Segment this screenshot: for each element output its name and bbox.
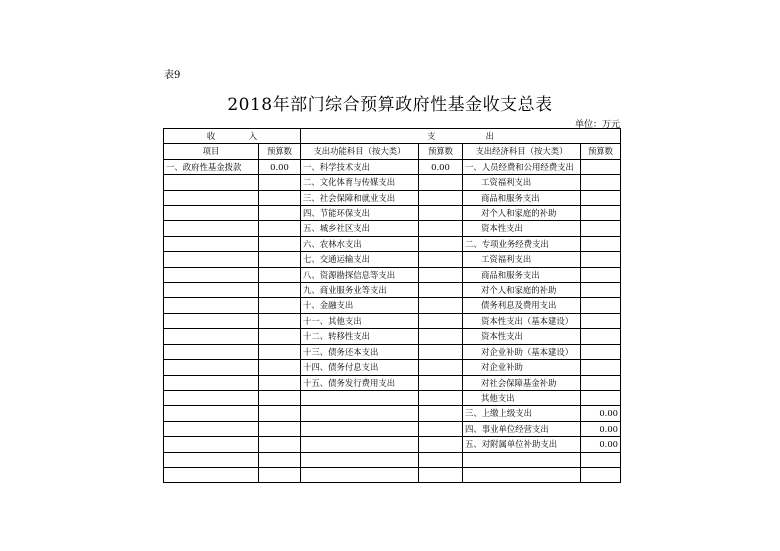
econ-subject-cell: 资本性支出（基本建设） — [463, 313, 581, 328]
income-item-cell — [164, 236, 259, 251]
func-budget-cell — [419, 329, 463, 344]
budget-table — [163, 128, 621, 483]
econ-subject-cell: 资本性支出 — [463, 221, 581, 236]
func-subject-cell: 十三、债务还本支出 — [301, 344, 419, 359]
table-row — [164, 236, 621, 251]
col-func-header: 支出功能科目（按大类） — [301, 144, 419, 159]
income-item-cell — [164, 406, 259, 421]
income-budget-cell — [259, 236, 301, 251]
income-budget-cell — [259, 313, 301, 328]
econ-subject-cell: 一、人员经费和公用经费支出 — [463, 159, 581, 174]
col-budget-header: 预算数 — [419, 144, 463, 159]
func-subject-cell: 三、社会保障和就业支出 — [301, 190, 419, 205]
func-budget-cell — [419, 221, 463, 236]
econ-budget-cell — [581, 175, 621, 190]
econ-subject-cell: 对社会保障基金补助 — [463, 375, 581, 390]
econ-budget-cell — [581, 236, 621, 251]
income-budget-cell: 0.00 — [259, 159, 301, 174]
func-subject-cell: 十、金融支出 — [301, 298, 419, 313]
income-item-cell: 一、政府性基金拨款 — [164, 159, 259, 174]
income-item-cell — [164, 360, 259, 375]
econ-subject-cell: 其他支出 — [463, 390, 581, 405]
income-item-cell — [164, 175, 259, 190]
income-item-cell — [164, 329, 259, 344]
income-item-cell — [164, 313, 259, 328]
func-budget-cell — [419, 467, 463, 482]
econ-subject-cell: 工资福利支出 — [463, 252, 581, 267]
func-budget-cell — [419, 375, 463, 390]
income-item-cell — [164, 252, 259, 267]
func-budget-cell — [419, 452, 463, 467]
func-subject-cell: 八、资源勘探信息等支出 — [301, 267, 419, 282]
econ-subject-cell: 商品和服务支出 — [463, 267, 581, 282]
econ-budget-cell — [581, 344, 621, 359]
func-subject-cell — [301, 406, 419, 421]
econ-subject-cell: 五、对附属单位补助支出 — [463, 437, 581, 452]
table-row — [164, 344, 621, 359]
econ-subject-cell: 三、上缴上级支出 — [463, 406, 581, 421]
table-body — [164, 159, 621, 483]
econ-budget-cell — [581, 190, 621, 205]
func-budget-cell — [419, 390, 463, 405]
econ-subject-cell: 对个人和家庭的补助 — [463, 283, 581, 298]
col-item-header: 项目 — [164, 144, 259, 159]
income-budget-cell — [259, 344, 301, 359]
income-budget-cell — [259, 390, 301, 405]
econ-budget-cell — [581, 159, 621, 174]
table-row — [164, 329, 621, 344]
income-item-cell — [164, 221, 259, 236]
income-budget-cell — [259, 175, 301, 190]
econ-subject-cell: 债务利息及费用支出 — [463, 298, 581, 313]
func-budget-cell — [419, 421, 463, 436]
econ-subject-cell: 工资福利支出 — [463, 175, 581, 190]
func-subject-cell — [301, 390, 419, 405]
table-row — [164, 159, 621, 174]
table-row — [164, 252, 621, 267]
func-budget-cell — [419, 252, 463, 267]
page-title: 2018年部门综合预算政府性基金收支总表 — [227, 95, 553, 115]
econ-budget-cell: 0.00 — [581, 437, 621, 452]
econ-subject-cell: 四、事业单位经营支出 — [463, 421, 581, 436]
table-row — [164, 190, 621, 205]
income-budget-cell — [259, 375, 301, 390]
func-budget-cell — [419, 175, 463, 190]
table-row — [164, 175, 621, 190]
income-item-cell — [164, 206, 259, 221]
func-subject-cell: 十四、债务付息支出 — [301, 360, 419, 375]
func-subject-cell: 一、科学技术支出 — [301, 159, 419, 174]
econ-subject-cell: 对个人和家庭的补助 — [463, 206, 581, 221]
econ-budget-cell: 0.00 — [581, 421, 621, 436]
income-budget-cell — [259, 406, 301, 421]
func-subject-cell — [301, 437, 419, 452]
func-budget-cell — [419, 406, 463, 421]
func-subject-cell: 六、农林水支出 — [301, 236, 419, 251]
income-budget-cell — [259, 437, 301, 452]
func-budget-cell — [419, 206, 463, 221]
table-row — [164, 206, 621, 221]
func-subject-cell: 十二、转移性支出 — [301, 329, 419, 344]
func-subject-cell — [301, 421, 419, 436]
func-subject-cell: 九、商业服务业等支出 — [301, 283, 419, 298]
econ-budget-cell — [581, 221, 621, 236]
func-budget-cell — [419, 313, 463, 328]
econ-subject-cell — [463, 467, 581, 482]
table-row — [164, 267, 621, 282]
income-budget-cell — [259, 298, 301, 313]
econ-subject-cell: 资本性支出 — [463, 329, 581, 344]
func-subject-cell — [301, 452, 419, 467]
func-budget-cell — [419, 360, 463, 375]
income-item-cell — [164, 437, 259, 452]
income-budget-cell — [259, 360, 301, 375]
econ-subject-cell: 商品和服务支出 — [463, 190, 581, 205]
econ-budget-cell — [581, 267, 621, 282]
income-budget-cell — [259, 452, 301, 467]
income-budget-cell — [259, 252, 301, 267]
income-budget-cell — [259, 421, 301, 436]
func-budget-cell — [419, 283, 463, 298]
func-subject-cell — [301, 467, 419, 482]
table-row — [164, 406, 621, 421]
income-budget-cell — [259, 467, 301, 482]
income-item-cell — [164, 298, 259, 313]
income-item-cell — [164, 267, 259, 282]
func-budget-cell — [419, 437, 463, 452]
income-budget-cell — [259, 190, 301, 205]
income-header: 收 入 — [164, 129, 301, 144]
econ-subject-cell: 二、专项业务经费支出 — [463, 236, 581, 251]
econ-budget-cell — [581, 452, 621, 467]
table-row — [164, 313, 621, 328]
econ-budget-cell — [581, 467, 621, 482]
func-subject-cell: 十五、债务发行费用支出 — [301, 375, 419, 390]
econ-subject-cell — [463, 452, 581, 467]
func-subject-cell: 二、文化体育与传媒支出 — [301, 175, 419, 190]
income-budget-cell — [259, 221, 301, 236]
income-item-cell — [164, 283, 259, 298]
func-budget-cell — [419, 298, 463, 313]
income-budget-cell — [259, 206, 301, 221]
func-budget-cell — [419, 344, 463, 359]
income-item-cell — [164, 375, 259, 390]
income-item-cell — [164, 421, 259, 436]
expense-header: 支 出 — [301, 129, 621, 144]
func-subject-cell: 七、交通运输支出 — [301, 252, 419, 267]
econ-budget-cell — [581, 329, 621, 344]
group-header-row — [164, 129, 621, 144]
func-budget-cell — [419, 267, 463, 282]
table-row — [164, 437, 621, 452]
econ-budget-cell — [581, 360, 621, 375]
func-subject-cell: 十一、其他支出 — [301, 313, 419, 328]
table-row — [164, 375, 621, 390]
column-header-row — [164, 144, 621, 159]
col-budget-header: 预算数 — [581, 144, 621, 159]
unit-label: 单位：万元 — [574, 120, 620, 130]
table-row — [164, 298, 621, 313]
table-row — [164, 360, 621, 375]
income-item-cell — [164, 467, 259, 482]
table-row — [164, 221, 621, 236]
income-item-cell — [164, 190, 259, 205]
income-item-cell — [164, 344, 259, 359]
table-row — [164, 452, 621, 467]
econ-budget-cell — [581, 313, 621, 328]
col-econ-header: 支出经济科目（按大类） — [463, 144, 581, 159]
econ-budget-cell — [581, 252, 621, 267]
econ-subject-cell: 对企业补助（基本建设） — [463, 344, 581, 359]
econ-budget-cell — [581, 283, 621, 298]
income-budget-cell — [259, 283, 301, 298]
func-budget-cell: 0.00 — [419, 159, 463, 174]
table-row — [164, 390, 621, 405]
econ-budget-cell — [581, 375, 621, 390]
econ-budget-cell — [581, 298, 621, 313]
func-subject-cell: 四、节能环保支出 — [301, 206, 419, 221]
income-item-cell — [164, 452, 259, 467]
table-number: 表9 — [164, 70, 181, 81]
income-item-cell — [164, 390, 259, 405]
col-budget-header: 预算数 — [259, 144, 301, 159]
income-budget-cell — [259, 267, 301, 282]
func-subject-cell: 五、城乡社区支出 — [301, 221, 419, 236]
table-row — [164, 467, 621, 482]
econ-budget-cell: 0.00 — [581, 406, 621, 421]
func-budget-cell — [419, 236, 463, 251]
econ-budget-cell — [581, 206, 621, 221]
func-budget-cell — [419, 190, 463, 205]
table-row — [164, 421, 621, 436]
income-budget-cell — [259, 329, 301, 344]
econ-subject-cell: 对企业补助 — [463, 360, 581, 375]
table-row — [164, 283, 621, 298]
econ-budget-cell — [581, 390, 621, 405]
